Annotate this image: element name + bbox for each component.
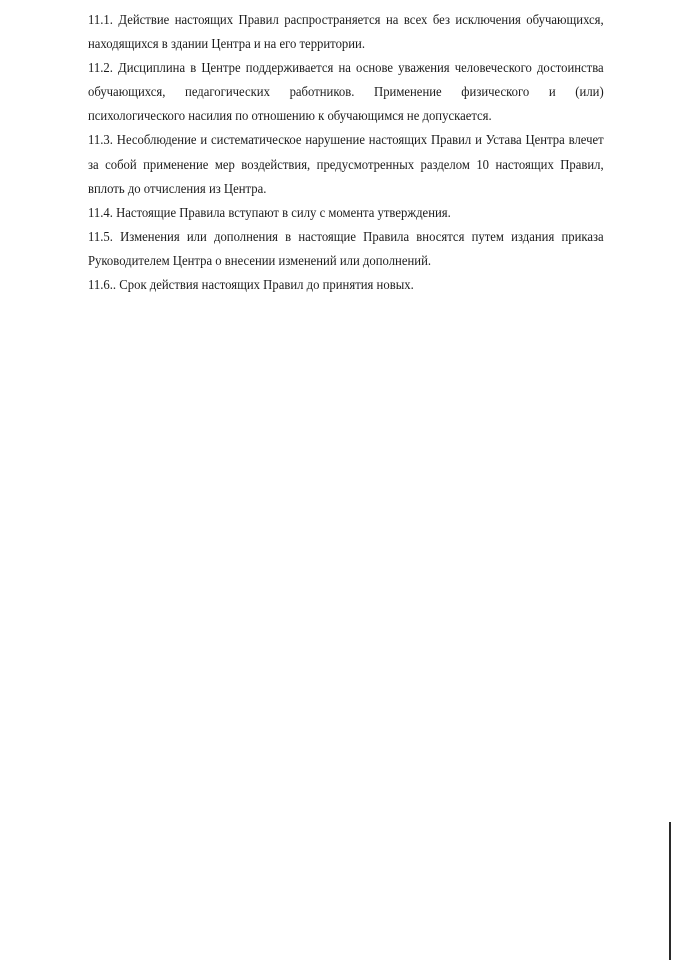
document-body xyxy=(88,8,604,297)
paragraph-11-3: 11.3. Несоблюдение и систематическое нарушение настоящих Правил и Устава Центра влечет за собой применение мер воздействия, предусмотренных разделом 10 настоящих Правил, вплоть до отчисления из Центра. xyxy=(88,132,604,196)
paragraph-11-2: 11.2. Дисциплина в Центре поддерживается на основе уважения человеческого достоинства обучающихся, педагогических работников. Применение физического и (или) психологического насилия по отношению к обучающимся не допускается. xyxy=(88,60,604,124)
paragraph-11-1: 11.1. Действие настоящих Правил распространяется на всех без исключения обучающихся, находящихся в здании Центра и на его территории. xyxy=(88,12,604,52)
paragraph-11-6: 11.6.. Срок действия настоящих Правил до принятия новых. xyxy=(88,277,414,293)
paragraph-11-4: 11.4. Настоящие Правила вступают в силу с момента утверждения. xyxy=(88,204,451,220)
page-edge-divider xyxy=(669,822,671,960)
paragraph-11-5: 11.5. Изменения или дополнения в настоящие Правила вносятся путем издания приказа Руководителем Центра о внесении изменений или дополнений. xyxy=(88,228,604,268)
